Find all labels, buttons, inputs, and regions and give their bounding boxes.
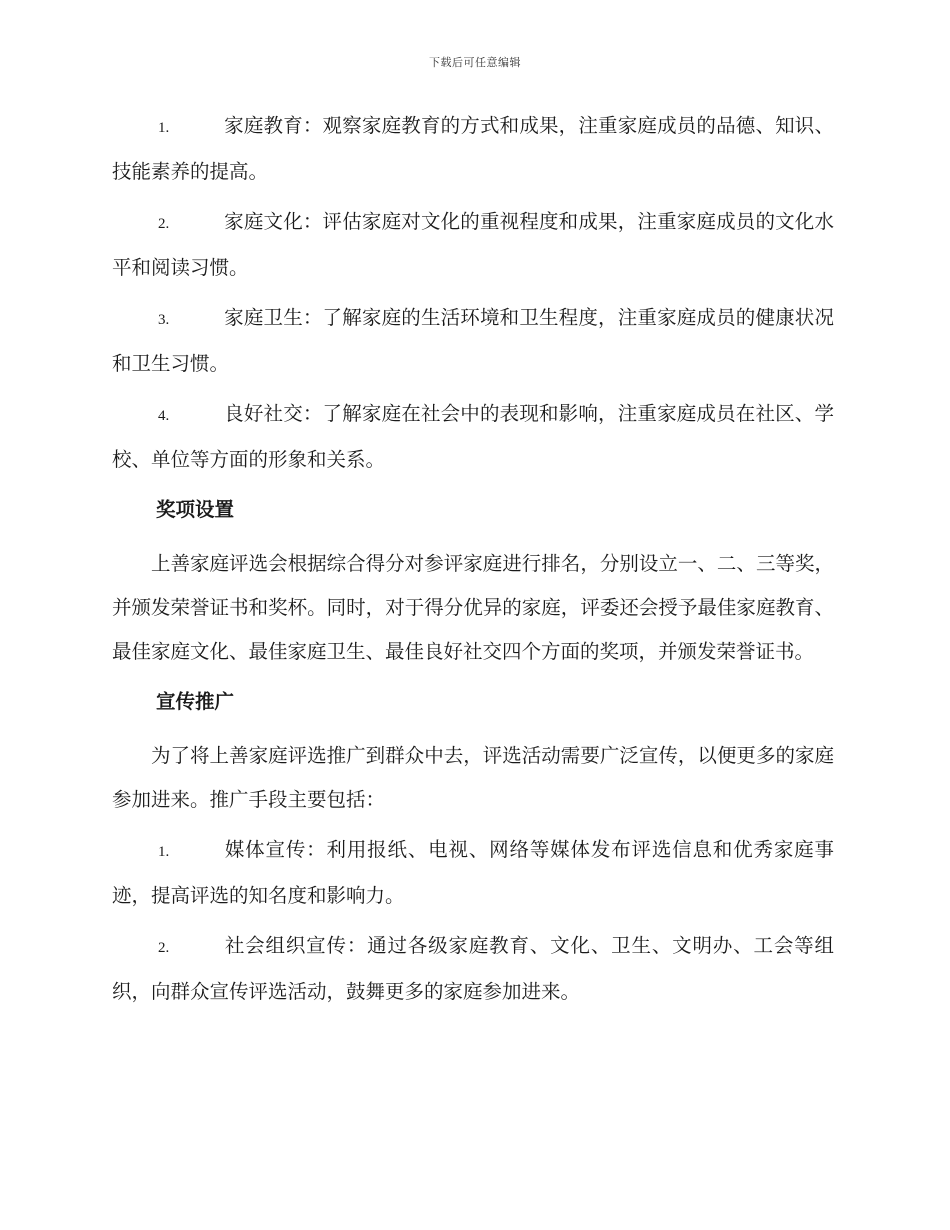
list-text: 家庭卫生：了解家庭的生活环境和卫生程度，注重家庭成员的健康状况和卫生习惯。 <box>112 306 834 375</box>
promotion-heading: 宣传推广 <box>156 690 235 713</box>
list-text: 良好社交：了解家庭在社会中的表现和影响，注重家庭成员在社区、学校、单位等方面的形象和关系。 <box>112 402 834 471</box>
list-number: 2. <box>158 940 170 956</box>
awards-paragraph: 上善家庭评选会根据综合得分对参评家庭进行排名，分别设立一、二、三等奖，并颁发荣誉证书和奖杯。同时，对于得分优异的家庭，评委还会授予最佳家庭教育、最佳家庭文化、最佳家庭卫生、最佳良好社交四个方面的奖项，并颁发荣誉证书。 <box>112 552 834 663</box>
document-body <box>112 104 834 1020</box>
list-item <box>112 296 834 386</box>
list-number: 4. <box>158 408 170 424</box>
list-text: 家庭教育：观察家庭教育的方式和成果，注重家庭成员的品德、知识、技能素养的提高。 <box>112 114 834 183</box>
promotion-paragraph: 为了将上善家庭评选推广到群众中去，评选活动需要广泛宣传，以便更多的家庭参加进来。推广手段主要包括： <box>112 744 834 811</box>
list-item <box>112 104 834 194</box>
list-number: 1. <box>158 844 170 860</box>
list-text: 家庭文化：评估家庭对文化的重视程度和成果，注重家庭成员的文化水平和阅读习惯。 <box>112 210 834 279</box>
list-text: 媒体宣传：利用报纸、电视、网络等媒体发布评选信息和优秀家庭事迹，提高评选的知名度和影响力。 <box>112 838 834 907</box>
awards-heading: 奖项设置 <box>156 498 235 521</box>
list-number: 3. <box>158 312 170 328</box>
list-item <box>112 828 834 918</box>
list-item <box>112 924 834 1014</box>
list-item <box>112 200 834 290</box>
list-number: 2. <box>158 216 170 232</box>
list-item <box>112 392 834 482</box>
list-number: 1. <box>158 120 170 136</box>
list-text: 社会组织宣传：通过各级家庭教育、文化、卫生、文明办、工会等组织，向群众宣传评选活动，鼓舞更多的家庭参加进来。 <box>112 934 834 1003</box>
header-note: 下载后可任意编辑 <box>429 56 521 69</box>
